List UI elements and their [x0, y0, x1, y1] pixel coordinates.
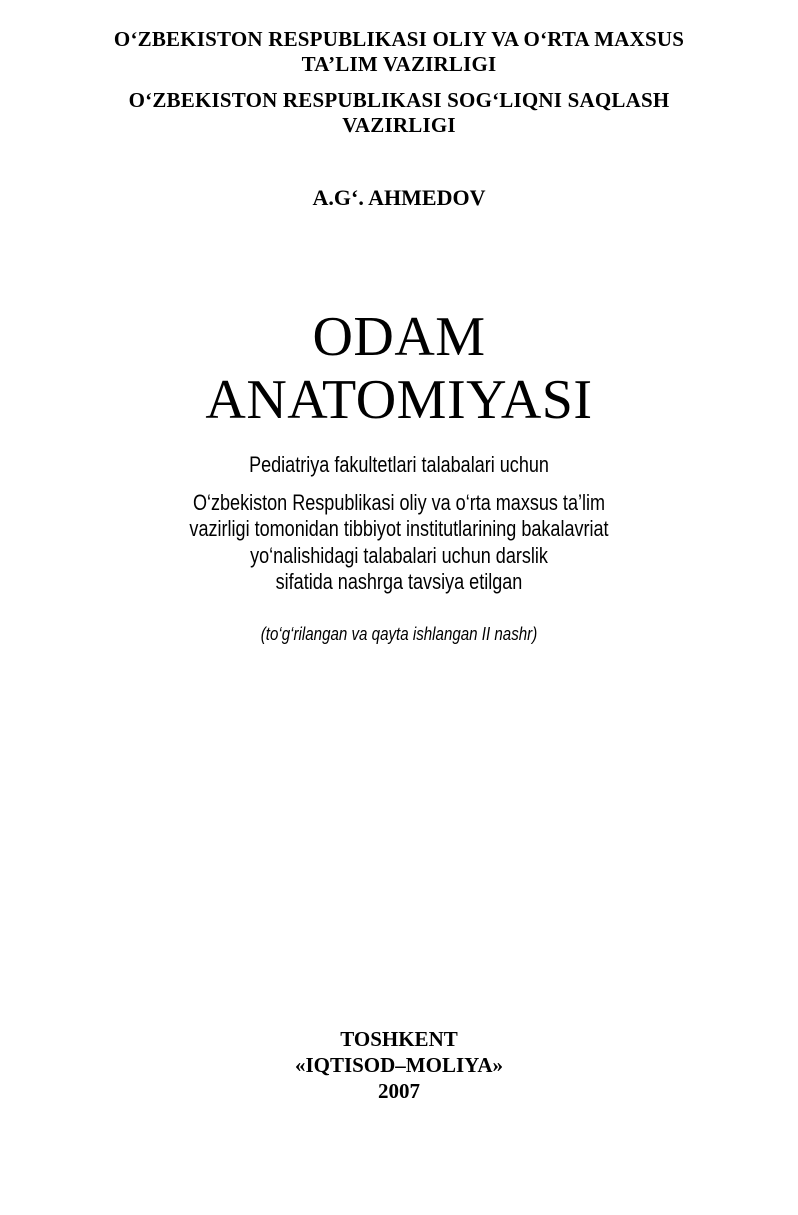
author-name: A.G‘. AHMEDOV: [312, 185, 486, 210]
ministry-health-line-1: O‘ZBEKISTON RESPUBLIKASI SOG‘LIQNI SAQLASH: [128, 88, 670, 112]
book-title-line-2: ANATOMIYASI: [205, 369, 593, 431]
book-title-line-1: ODAM: [312, 306, 486, 368]
approval-line-1: O‘zbekiston Respublikasi oliy va o‘rta maxsus ta’lim: [192, 490, 606, 515]
approval-line-3: yo‘nalishidagi talabalari uchun darslik: [250, 543, 548, 568]
ministry-education-line-2: TA’LIM VAZIRLIGI: [301, 52, 497, 76]
imprint-publisher: «IQTISOD–MOLIYA»: [294, 1053, 504, 1077]
approval-line-2: vazirligi tomonidan tibbiyot institutlarining bakalavriat: [189, 516, 609, 541]
ministry-health-line-2: VAZIRLIGI: [342, 113, 456, 137]
edition-note: (to‘g‘rilangan va qayta ishlangan II nashr): [260, 624, 538, 644]
imprint-year: 2007: [378, 1079, 420, 1103]
ministry-education-line-1: O‘ZBEKISTON RESPUBLIKASI OLIY VA O‘RTA MAXSUS: [113, 27, 685, 51]
imprint-city: TOSHKENT: [340, 1027, 458, 1051]
subtitle: Pediatriya fakultetlari talabalari uchun: [249, 452, 549, 477]
approval-line-4: sifatida nashrga tavsiya etilgan: [275, 569, 523, 594]
